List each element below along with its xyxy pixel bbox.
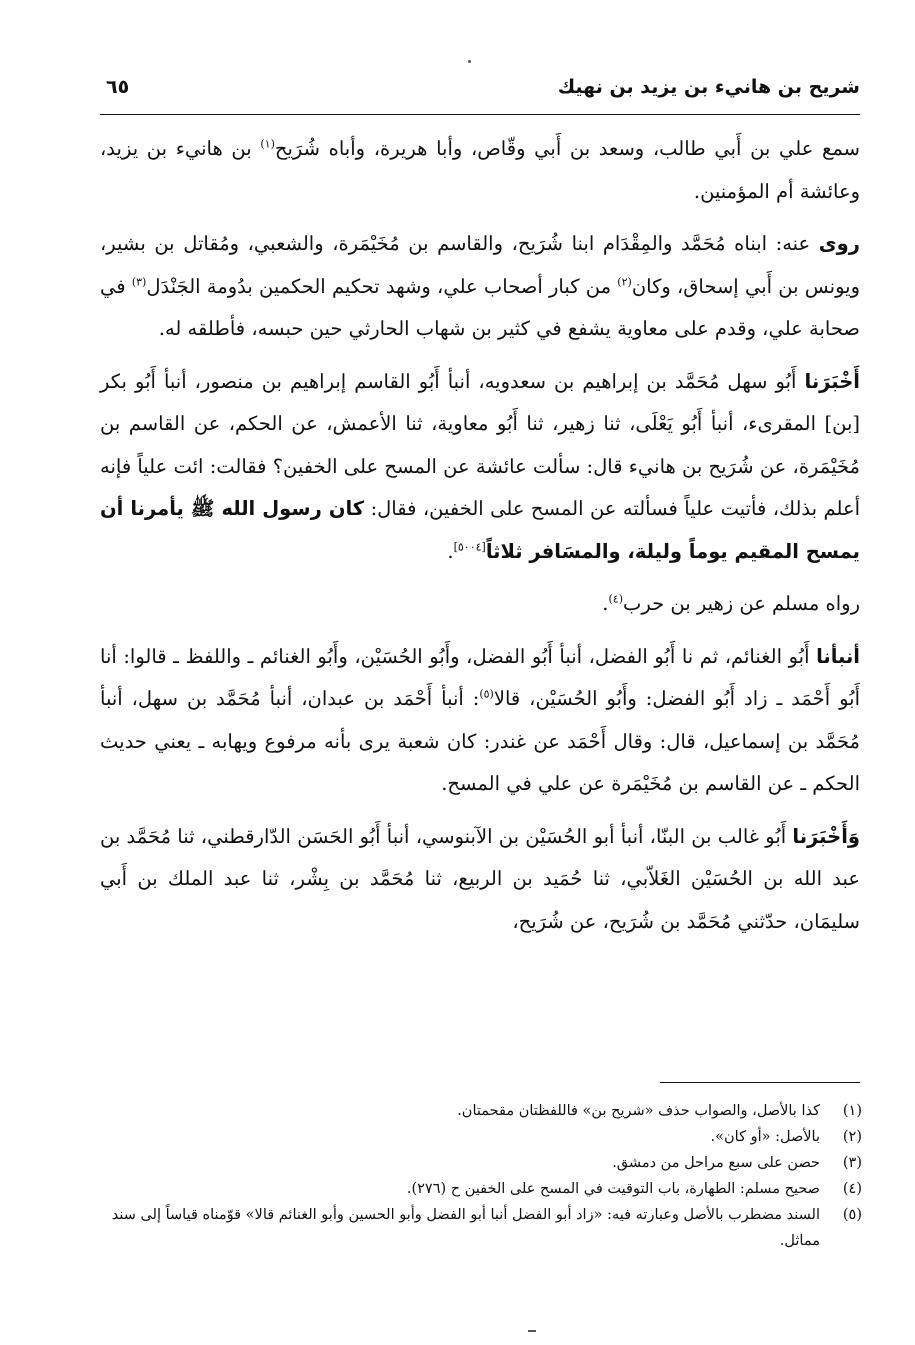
footnote-ref: (٥) [479,687,494,701]
footnote-text: صحيح مسلم: الطهارة، باب التوقيت في المسح على الخفين ح (٢٧٦). [406,1181,820,1197]
scan-speck [468,60,471,63]
footnote-item [100,1176,862,1202]
text-run: أَبُو الغنائم، ثم نا أَبُو الفضل، أنبأ أَبُو الفضل، وأَبُو الحُسَيْن، وأَبُو الغنائم ـ واللفظ ـ قالوا: أنا أَبُو أَحْمَد ـ زاد أَبُو الفضل: وأَبُو الحُسَيْن، قالا [100,644,860,710]
text-run: في صحابة علي، وقدم على معاوية يشفع في كثير بن شهاب الحارثي حين حبسه، فأطلقه له. [100,274,860,340]
text-run: أَبُو سهل مُحَمَّد بن إبراهيم بن سعدويه، أنبأ أَبُو القاسم إبراهيم بن منصور، أنبأ أَبُو بكر [بن] المقرىء، أنبأ أَبُو يَعْلَى، ثنا زهير، ثنا أَبُو معاوية، ثنا الأعمش، عن الحكم، عن القاسم بن مُخَيْمَرة، عن شُرَيح بن هانيء قال: سألت عائشة عن المسح على الخفين؟ فقالت: ائت علياً فإنه أعلم بذلك، فأتيت علياً فسألته عن المسح على الخفين، فقال: [100,369,860,520]
text-run: عنه: ابناه مُحَمَّد والمِقْدَام ابنا شُرَيح، والقاسم بن مُخَيْمَرة، والشعبي، ومُقاتل بن بشير، ويونس بن أَبي إسحاق، وكان [100,232,860,298]
footnote-number: (٥) [842,1207,862,1223]
text-run: بن هانيء بن يزيد، وعائشة أم المؤمنين. [100,137,860,203]
footnote-text: بالأصل: «أو كان». [710,1129,820,1145]
paragraph-6 [100,816,860,944]
running-head: شريح بن هانيء بن يزيد بن نهيك [557,76,860,98]
paragraph-4 [100,583,860,626]
page-header [100,74,860,108]
paragraph-lead: روى [818,232,860,255]
footnote-ref: (٣) [131,275,147,288]
footnote-item [100,1202,862,1254]
paragraph-5 [100,636,860,806]
footnote-item [100,1124,862,1150]
page-number: ٦٥ [106,76,130,98]
text-run: من كبار أصحاب علي، وشهد تحكيم الحكمين بدُومة الجَنْدَل [146,274,618,298]
footnote-text: السند مضطرب بالأصل وعبارته فيه: «زاد أبو الفضل أنبا أبو الفضل وأبو الحسين وأبو الغنائم قالا» قوّمناه قياساً إلى سند مماثل. [111,1207,820,1249]
paragraph-1 [100,128,860,213]
paragraph-lead: أَخْبَرَنا [804,369,860,393]
paragraph-3 [100,361,860,574]
paragraph-lead: أنبأنا [816,644,860,668]
main-text [100,128,860,953]
footnote-ref: (١) [260,137,275,151]
footnotes [100,1098,862,1254]
paragraph-lead: وَأَخْبَرَنا [792,824,860,848]
footnote-number: (١) [842,1103,862,1119]
hadith-number: [٥٠٠٤] [453,540,486,553]
text-run: : أنبأ أَحْمَد بن عبدان، أنبأ مُحَمَّد بن سهل، أنبأ مُحَمَّد بن إسماعيل، قال: وقال أَحْمَد عن غندر: كان شعبة يرى بأنه مرفوع ويهابه ـ يعني حديث الحكم ـ عن القاسم بن مُخَيْمَرة عن علي في المسح. [100,687,860,795]
text-run: سمع علي بن أَبي طالب، وسعد بن أَبي وقّاص، وأبا هريرة، وأباه شُرَيح [274,137,860,160]
footnote-text: حصن على سبع مراحل من دمشق. [612,1155,820,1171]
footnote-number: (٢) [842,1129,862,1145]
footnote-number: (٤) [842,1181,862,1197]
scan-speck [528,1330,536,1332]
footnote-item [100,1150,862,1176]
text-run: . [602,592,609,615]
hadith-text: كان رسول الله ﷺ يأمرنا أن يمسح المقيم يوماً وليلة، والمسَافر ثلاثاً [100,497,860,563]
footnote-ref: (٤) [608,592,623,606]
footnote-number: (٣) [842,1155,862,1171]
paragraph-2 [100,223,860,351]
footnote-item [100,1098,862,1124]
footnote-ref: (٢) [617,275,632,288]
text-run: أَبُو غالب بن البنّا، أنبأ أبو الحُسَيْن بن الآبنوسي، أنبأ أَبُو الحَسَن الدّارقطني، ثنا مُحَمَّد بن عبد الله بن الحُسَيْن الغَلاّبي، ثنا حُمَيد بن الربيع، ثنا مُحَمَّد بن بِشْر، ثنا عبد الملك بن أَبي سليمَان، حدّثني مُحَمَّد بن شُرَيح، عن شُرَيح، [100,824,861,933]
footnote-rule [660,1082,860,1083]
header-rule [100,114,860,115]
text-run: رواه مسلم عن زهير بن حرب [623,592,860,615]
text-run: . [447,539,454,563]
footnote-text: كذا بالأصل، والصواب حذف «شريح بن» فاللفظتان مقحمتان. [457,1103,820,1119]
